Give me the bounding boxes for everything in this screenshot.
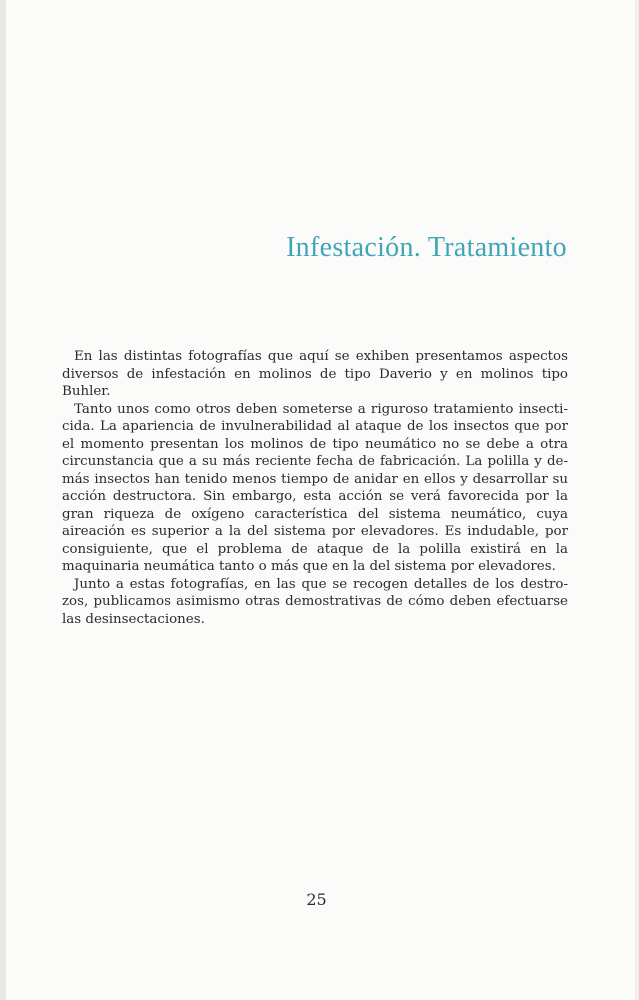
- paragraph: Junto a estas fotografías, en las que se recogen detalles de los destrozos, publicamos asimismo otras demostrativas de cómo deben efectuarse las desinsectaciones.: [62, 576, 568, 627]
- page-number: 25: [306, 890, 327, 909]
- chapter-title: Infestación. Tratamiento: [286, 232, 567, 263]
- paragraph: Tanto unos como otros deben someterse a riguroso tratamiento insecticida. La apariencia de invulnerabilidad al ataque de los insectos que por el momento presentan los molinos de tipo neumático no se debe a otra circunstancia que a su más reciente fecha de fabricación. La polilla y demás insectos han tenido menos tiempo de anidar en ellos y desarrollar su acción destructora. Sin embargo, esta acción se verá favorecida por la gran riqueza de oxígeno característica del sistema neumático, cuya aireación es superior a la del sistema por elevadores. Es indudable, por consiguiente, que el problema de ataque de la polilla existirá en la maquinaria neumática tanto o más que en la del sistema por elevadores.: [62, 401, 568, 574]
- paragraph: En las distintas fotografías que aquí se exhiben presentamos aspectos diversos de infestación en molinos de tipo Daverio y en molinos tipo Buhler.: [62, 349, 568, 399]
- body-text: [62, 348, 568, 628]
